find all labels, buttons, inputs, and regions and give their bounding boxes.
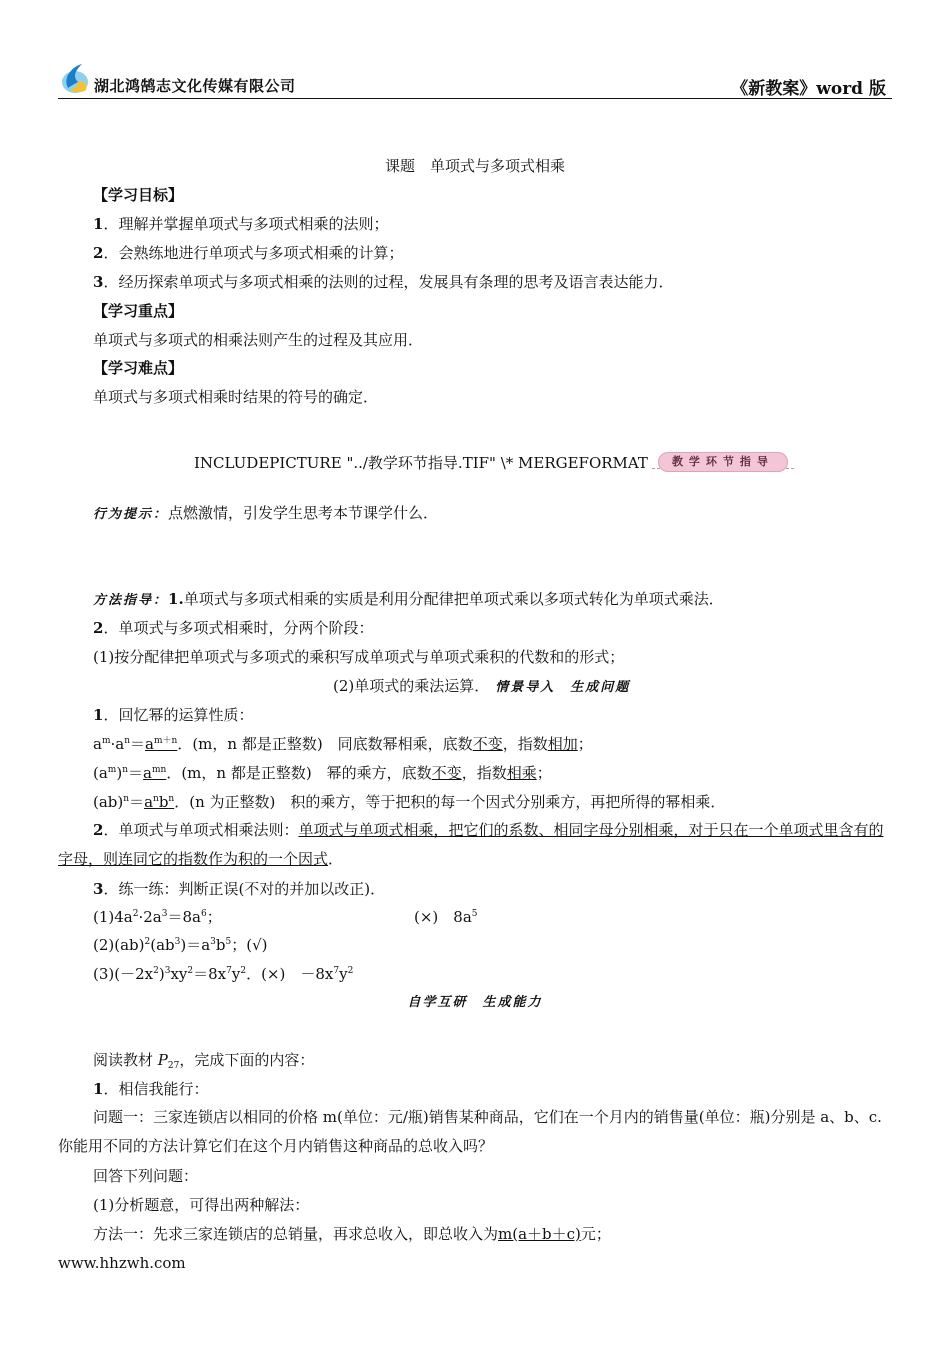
goals-heading: 【学习目标】 [93,186,184,204]
teaching-banner: 教学环节指导 [652,452,794,476]
company-name: 湖北鸿鹄志文化传媒有限公司 [94,77,296,95]
practice-item-3: $(3)(-2x^2)^3xy^2=8x^7y^2$．(×) $-8x^7y^2$ [93,965,354,983]
analysis-line: (1)分析题意，可得出两种解法： [93,1196,310,1214]
page-header [58,62,892,99]
goal-item: 2．会熟练地进行单项式与多项式相乘的计算； [93,244,404,262]
goal-item: 3．经历探索单项式与多项式相乘的法则的过程，发展具有条理的思考及语言表达能力． [93,273,674,291]
practice-item-1: $(1)4a^2\cdot 2a^3=8a^6$； [93,908,222,926]
read-textbook: 阅读教材 $P_{27}$，完成下面的内容： [93,1051,315,1071]
practice-item-1-answer: (×) $8a^5$ [414,908,478,926]
method-step-2: 2．单项式与多项式相乘时，分两个阶段： [93,619,374,637]
answer-prompt: 回答下列问题： [93,1167,199,1185]
monomial-rule: 2．单项式与单项式相乘法则：单项式与单项式相乘，把它们的系数、相同字母分别相乘，对于只在一个单项式里含有的字母，则连同它的指数作为积的一个因式． [58,821,884,868]
goal-item: 1．理解并掌握单项式与多项式相乘的法则； [93,215,389,233]
practice-item-2: $(2)(ab)^2(ab^3)=a^3b^5$；(√) [93,936,268,954]
section-title-1: 情景导入 生成问题 [495,680,631,695]
difficulty-text: 单项式与多项式相乘时结果的符号的确定． [93,388,379,406]
company-logo-icon [58,62,94,96]
section-title-2: 自学互研 生成能力 [407,995,543,1010]
behavior-hint: 行为提示：点燃激情，引发学生思考本节课学什么． [93,504,439,522]
problem-one: 问题一：三家连锁店以相同的价格 m(单位：元/瓶)销售某种商品，它们在一个月内的销售量(单位：瓶)分别是 a、b、c.你能用不同的方法计算它们在这个月内销售这种商品的总收入吗？ [58,1108,882,1155]
method-one-line: 方法一：先求三家连锁店的总销量，再求总收入，即总收入为m(a＋b＋c)元； [93,1225,611,1243]
method-step-2-2: (2)单项式的乘法运算． 情景导入 生成问题 [333,677,631,695]
focus-heading: 【学习重点】 [93,302,184,320]
recall-line: 1．回忆幂的运算性质： [93,706,254,724]
method-step-2-1: (1)按分配律把单项式与多项式的乘积写成单项式与单项式乘积的代数和的形式； [93,648,625,666]
brand-label: 《新教案》word 版 [731,79,886,99]
lesson-title: 课题 单项式与多项式相乘 [384,157,565,175]
believe-line: 1．相信我能行： [93,1080,209,1098]
include-picture-field: INCLUDEPICTURE "../教学环节指导.TIF" \* MERGEFORMAT 教学环节指导 [194,450,794,476]
practice-line: 3．练一练：判断正误(不对的并加以改正)． [93,880,386,898]
power-rule-2: $(a^m)^n=a^{mn}$．(m，n 都是正整数) 幂的乘方，底数不变，指数相乘； [93,764,552,782]
footer-url: www.hhzwh.com [58,1254,186,1272]
difficulty-heading: 【学习难点】 [93,359,184,377]
focus-text: 单项式与多项式的相乘法则产生的过程及其应用． [93,331,424,349]
power-rule-3: $(ab)^n=a^nb^n$．(n 为正整数) 积的乘方，等于把积的每一个因式分别乘方，再把所得的幂相乘． [93,793,726,811]
power-rule-1: $a^m\cdot a^n=a^{m+n}$．(m，n 都是正整数) 同底数幂相乘，底数不变，指数相加； [93,735,593,753]
method-guide: 方法指导：1.单项式与多项式相乘的实质是利用分配律把单项式乘以多项式转化为单项式乘法． [93,590,724,608]
